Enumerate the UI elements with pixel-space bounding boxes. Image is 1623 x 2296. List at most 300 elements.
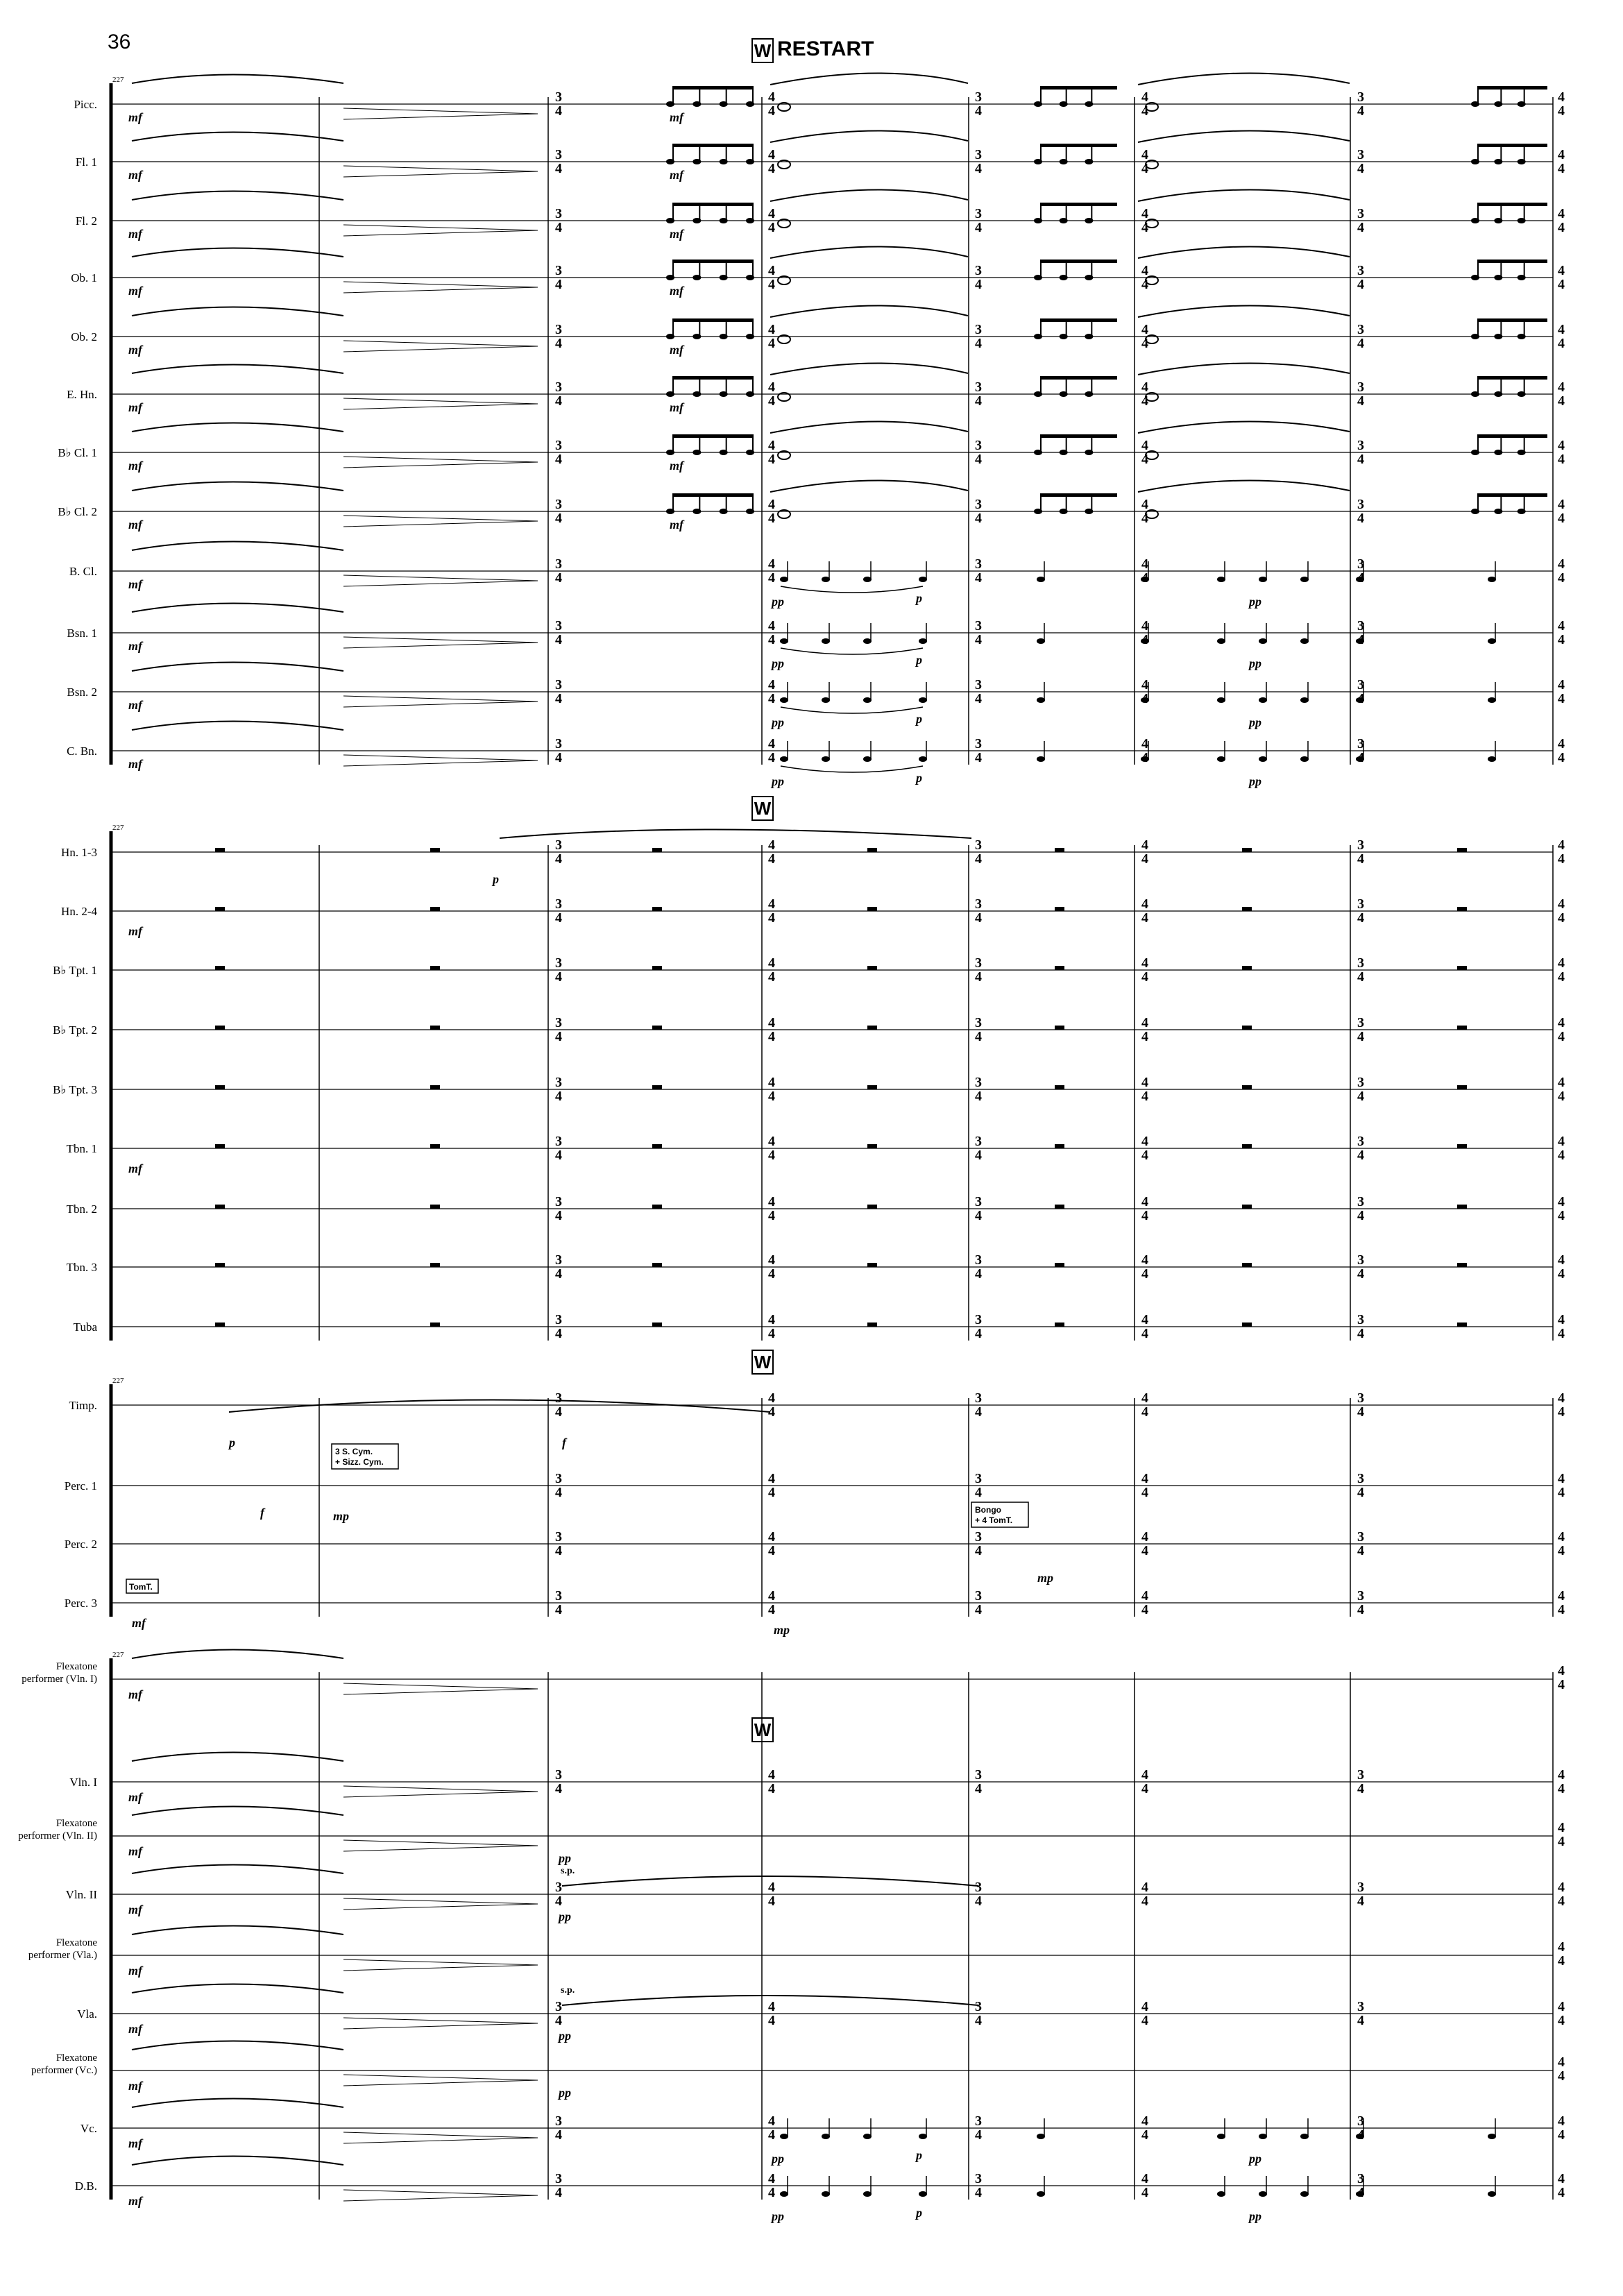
beam	[1478, 376, 1547, 380]
sul-ponticello-mark: s.p.	[561, 1866, 575, 1876]
dynamic-mf: mf	[670, 518, 683, 532]
note-head	[1034, 391, 1042, 397]
note-head	[1060, 509, 1068, 514]
dynamic-pp: pp	[1249, 774, 1261, 788]
time-signature-num: 4	[1558, 955, 1565, 971]
time-signature-num: 4	[1558, 2055, 1565, 2070]
time-signature-num: 4	[1141, 1194, 1148, 1209]
time-signature-den: 4	[1141, 2013, 1148, 2028]
rest	[215, 1085, 225, 1089]
note-head	[666, 509, 674, 514]
note-head	[1356, 577, 1364, 582]
tie	[1138, 480, 1350, 492]
time-signature-num: 3	[975, 2114, 982, 2129]
note-head	[1085, 101, 1093, 107]
time-signature-num: 4	[1558, 1252, 1565, 1268]
time-signature-num: 4	[1558, 1391, 1565, 1406]
beam	[1478, 493, 1547, 497]
dynamic-mf: mf	[128, 227, 142, 241]
note-head	[666, 159, 674, 164]
time-signature-den: 4	[1357, 1404, 1364, 1420]
time-signature-den: 4	[768, 161, 775, 176]
time-signature-den: 4	[768, 1266, 775, 1282]
time-signature-den: 4	[555, 1326, 562, 1341]
rest	[867, 1323, 877, 1327]
note-head	[1488, 697, 1496, 703]
time-signature-num: 3	[1357, 1999, 1364, 2014]
rehearsal-mark: W	[754, 798, 772, 819]
rest	[1457, 1263, 1467, 1267]
time-signature-den: 4	[1357, 161, 1364, 176]
time-signature-den: 4	[1141, 1029, 1148, 1044]
time-signature-den: 4	[975, 336, 982, 351]
time-signature-num: 3	[1357, 1312, 1364, 1327]
time-signature-den: 4	[555, 336, 562, 351]
dynamic-mp: mp	[333, 1509, 350, 1523]
tie	[132, 248, 343, 257]
time-signature-den: 4	[555, 1089, 562, 1104]
note-head	[1356, 2191, 1364, 2197]
dynamic-mp: mp	[1037, 1571, 1054, 1585]
instrument-label: Tbn. 2	[66, 1202, 97, 1216]
time-signature-den: 4	[768, 2185, 775, 2200]
time-signature-den: 4	[1141, 1781, 1148, 1796]
instrument-label: performer (Vla.)	[28, 1950, 97, 1961]
time-signature-num: 4	[1141, 1134, 1148, 1149]
time-signature-num: 3	[975, 677, 982, 692]
time-signature-num: 4	[1141, 1471, 1148, 1486]
time-signature-num: 3	[555, 1015, 562, 1030]
time-signature-num: 3	[1357, 1880, 1364, 1895]
time-signature-num: 4	[1558, 1767, 1565, 1783]
dynamic-mf: mf	[132, 1616, 146, 1630]
time-signature-den: 4	[555, 969, 562, 985]
note-head	[1518, 159, 1526, 164]
time-signature-den: 4	[1141, 910, 1148, 926]
time-signature-den: 4	[1558, 1266, 1565, 1282]
instrument-label: Vln. I	[69, 1776, 97, 1789]
note-head	[1518, 450, 1526, 455]
note-head	[1471, 101, 1479, 107]
time-signature-num: 3	[975, 438, 982, 453]
time-signature-den: 4	[1141, 1326, 1148, 1341]
time-signature-den: 4	[768, 2127, 775, 2143]
rest	[652, 1263, 662, 1267]
note-head	[1356, 697, 1364, 703]
note-head	[1217, 577, 1225, 582]
rest	[215, 907, 225, 911]
time-signature-num: 4	[1558, 1471, 1565, 1486]
time-signature-num: 4	[1141, 1075, 1148, 1090]
time-signature-num: 4	[768, 1252, 775, 1268]
time-signature-num: 3	[555, 1999, 562, 2014]
time-signature-num: 3	[975, 1529, 982, 1545]
rest	[652, 1323, 662, 1327]
time-signature-num: 4	[1141, 90, 1148, 105]
beam	[1041, 318, 1117, 322]
time-signature-num: 4	[1558, 618, 1565, 633]
instrument-label: Vla.	[77, 2007, 97, 2021]
time-signature-num: 3	[555, 837, 562, 853]
time-signature-den: 4	[768, 1485, 775, 1500]
time-signature-num: 3	[555, 90, 562, 105]
note-head	[1471, 334, 1479, 339]
time-signature-den: 4	[768, 2013, 775, 2028]
time-signature-num: 4	[768, 380, 775, 395]
time-signature-den: 4	[1558, 1485, 1565, 1500]
dynamic-mf: mf	[128, 459, 142, 473]
time-signature-den: 4	[1558, 1089, 1565, 1104]
time-signature-num: 4	[1141, 322, 1148, 337]
time-signature-den: 4	[975, 1266, 982, 1282]
beam	[1041, 203, 1117, 206]
time-signature-num: 3	[555, 1075, 562, 1090]
hairpin	[343, 398, 538, 409]
hairpin	[343, 2190, 538, 2201]
tie	[1138, 246, 1350, 258]
instrument-label: Fl. 2	[75, 214, 97, 228]
hairpin	[343, 637, 538, 648]
rest	[652, 907, 662, 911]
tie	[770, 189, 968, 201]
note-head	[1037, 697, 1045, 703]
beam	[673, 260, 753, 263]
dynamic-p: p	[916, 771, 922, 785]
time-signature-den: 4	[1141, 2185, 1148, 2200]
time-signature-num: 4	[1558, 322, 1565, 337]
note-head	[1471, 450, 1479, 455]
time-signature-den: 4	[555, 1148, 562, 1163]
time-signature-den: 4	[1357, 220, 1364, 235]
time-signature-den: 4	[1357, 910, 1364, 926]
time-signature-num: 4	[1558, 206, 1565, 221]
time-signature-den: 4	[1141, 393, 1148, 409]
time-signature-den: 4	[1357, 969, 1364, 985]
time-signature-num: 3	[1357, 1075, 1364, 1090]
note-head	[720, 391, 728, 397]
time-signature-den: 4	[975, 1485, 982, 1500]
instrument-label: Bsn. 1	[67, 627, 97, 640]
rest	[1055, 1026, 1064, 1030]
time-signature-num: 3	[975, 1391, 982, 1406]
note-head	[692, 275, 701, 280]
note-head	[1471, 218, 1479, 223]
dynamic-mf: mf	[128, 168, 142, 182]
time-signature-den: 4	[1558, 161, 1565, 176]
time-signature-num: 4	[1558, 1880, 1565, 1895]
note-head	[692, 391, 701, 397]
note-head	[1494, 159, 1502, 164]
time-signature-num: 3	[555, 677, 562, 692]
time-signature-den: 4	[1357, 393, 1364, 409]
rest	[215, 848, 225, 852]
time-signature-num: 4	[1141, 677, 1148, 692]
rest	[652, 1144, 662, 1148]
time-signature-num: 4	[768, 677, 775, 692]
beam	[673, 376, 753, 380]
time-signature-num: 4	[1558, 497, 1565, 512]
note-head	[919, 756, 927, 762]
note-head	[1356, 2134, 1364, 2139]
note-head	[780, 2191, 788, 2197]
time-signature-num: 4	[1141, 147, 1148, 162]
hairpin	[343, 516, 538, 527]
time-signature-num: 4	[768, 2171, 775, 2186]
time-signature-den: 4	[1558, 1834, 1565, 1849]
time-signature-den: 4	[555, 851, 562, 867]
hairpin	[343, 696, 538, 707]
instrument-label: E. Hn.	[67, 388, 97, 401]
score-systems	[18, 39, 1565, 2223]
time-signature-den: 4	[1558, 1677, 1565, 1692]
measure-number: 227	[112, 1651, 124, 1659]
beam	[1478, 86, 1547, 90]
rest	[430, 848, 440, 852]
time-signature-den: 4	[975, 277, 982, 292]
rest	[867, 1144, 877, 1148]
time-signature-den: 4	[975, 1543, 982, 1558]
tie	[132, 1753, 343, 1762]
note-head	[822, 756, 830, 762]
rest	[1457, 1205, 1467, 1209]
measure-number: 227	[112, 824, 124, 832]
time-signature-den: 4	[768, 851, 775, 867]
time-signature-den: 4	[768, 1208, 775, 1223]
note-head	[1085, 450, 1093, 455]
note-head	[1217, 638, 1225, 644]
time-signature-num: 3	[1357, 1767, 1364, 1783]
dynamic-mf: mf	[128, 1844, 142, 1858]
dynamic-mf: mf	[128, 757, 142, 771]
slur	[781, 766, 923, 772]
dynamic-mf: mf	[128, 2136, 142, 2150]
note-head	[1488, 756, 1496, 762]
time-signature-den: 4	[975, 910, 982, 926]
note-head	[746, 101, 754, 107]
note-head	[919, 577, 927, 582]
tie	[1138, 130, 1350, 142]
time-signature-num: 3	[555, 147, 562, 162]
tie	[770, 130, 968, 142]
instrument-label: Tbn. 3	[66, 1261, 97, 1274]
note-head	[1300, 2134, 1309, 2139]
note-head	[1488, 2134, 1496, 2139]
time-signature-den: 4	[1558, 750, 1565, 765]
beam	[673, 493, 753, 497]
rest	[652, 1026, 662, 1030]
time-signature-den: 4	[1141, 161, 1148, 176]
beam	[1041, 434, 1117, 438]
note-head	[1494, 101, 1502, 107]
rest	[1242, 1263, 1252, 1267]
rest	[1457, 1144, 1467, 1148]
note-head	[1037, 577, 1045, 582]
note-head	[1300, 2191, 1309, 2197]
time-signature-num: 4	[1558, 147, 1565, 162]
instrument-label: performer (Vln. I)	[22, 1674, 97, 1685]
rest	[215, 1263, 225, 1267]
time-signature-num: 4	[1558, 896, 1565, 912]
dynamic-p: p	[916, 591, 922, 605]
rest	[430, 1205, 440, 1209]
note-head	[720, 509, 728, 514]
rest	[867, 966, 877, 970]
rest	[867, 907, 877, 911]
note-head	[666, 334, 674, 339]
tie	[1138, 363, 1350, 375]
time-signature-den: 4	[1141, 511, 1148, 526]
time-signature-den: 4	[975, 691, 982, 706]
time-signature-den: 4	[975, 2185, 982, 2200]
rest	[430, 1085, 440, 1089]
note-head	[863, 638, 872, 644]
note-head	[1494, 334, 1502, 339]
time-signature-num: 4	[1558, 736, 1565, 751]
time-signature-num: 4	[1141, 556, 1148, 572]
time-signature-den: 4	[555, 910, 562, 926]
rest	[1055, 1144, 1064, 1148]
note-head	[692, 334, 701, 339]
tie	[770, 73, 968, 85]
time-signature-num: 3	[555, 1134, 562, 1149]
time-signature-num: 3	[975, 90, 982, 105]
instrument-label: B♭ Cl. 1	[58, 446, 97, 459]
rest	[867, 1263, 877, 1267]
time-signature-den: 4	[768, 220, 775, 235]
time-signature-den: 4	[1141, 969, 1148, 985]
time-signature-den: 4	[1141, 1894, 1148, 1909]
perc3-instrument-label: TomT.	[129, 1582, 153, 1592]
instrument-label: Hn. 2-4	[61, 905, 97, 918]
dynamic-pp: pp	[772, 656, 784, 670]
time-signature-den: 4	[1357, 1208, 1364, 1223]
note-head	[919, 697, 927, 703]
time-signature-den: 4	[1558, 570, 1565, 586]
beam	[1478, 434, 1547, 438]
time-signature-num: 3	[975, 896, 982, 912]
rest	[1242, 966, 1252, 970]
time-signature-num: 4	[1558, 556, 1565, 572]
rest	[215, 1026, 225, 1030]
slur	[781, 707, 923, 713]
time-signature-den: 4	[555, 691, 562, 706]
instrument-label: Flexatone	[56, 1937, 97, 1948]
time-signature-num: 4	[1558, 1015, 1565, 1030]
note-head	[919, 638, 927, 644]
note-head	[1518, 218, 1526, 223]
note-head	[1471, 391, 1479, 397]
note-head	[1034, 450, 1042, 455]
time-signature-den: 4	[975, 570, 982, 586]
time-signature-num: 3	[555, 497, 562, 512]
dynamic-mf: mf	[128, 2079, 142, 2093]
time-signature-den: 4	[1558, 511, 1565, 526]
time-signature-num: 4	[768, 2114, 775, 2129]
rehearsal-mark: W	[754, 1352, 772, 1372]
time-signature-den: 4	[1357, 511, 1364, 526]
time-signature-num: 4	[1141, 380, 1148, 395]
hairpin	[343, 2132, 538, 2143]
rest	[1457, 966, 1467, 970]
instrument-label: Tbn. 1	[66, 1142, 97, 1155]
note-head	[822, 638, 830, 644]
note-head	[780, 577, 788, 582]
time-signature-den: 4	[975, 511, 982, 526]
time-signature-den: 4	[555, 1208, 562, 1223]
hairpin	[343, 1786, 538, 1797]
instrument-label: Ob. 1	[71, 271, 97, 284]
note-head	[1034, 218, 1042, 223]
time-signature-num: 4	[768, 1471, 775, 1486]
time-signature-den: 4	[555, 1781, 562, 1796]
time-signature-den: 4	[975, 1029, 982, 1044]
time-signature-num: 4	[1558, 1588, 1565, 1604]
dynamic-pp: pp	[1249, 595, 1261, 609]
note-head	[1034, 159, 1042, 164]
instrument-label: Vc.	[80, 2122, 97, 2135]
hairpin	[343, 1683, 538, 1694]
rest	[1457, 1085, 1467, 1089]
time-signature-den: 4	[975, 969, 982, 985]
time-signature-den: 4	[1558, 336, 1565, 351]
time-signature-den: 4	[1141, 2127, 1148, 2143]
time-signature-den: 4	[1357, 1148, 1364, 1163]
time-signature-den: 4	[768, 393, 775, 409]
beam	[1478, 144, 1547, 147]
tie	[132, 663, 343, 672]
note-head	[1060, 391, 1068, 397]
note-head	[1085, 391, 1093, 397]
dynamic-mp: mp	[774, 1623, 790, 1637]
time-signature-den: 4	[1357, 2013, 1364, 2028]
time-signature-num: 3	[1357, 1015, 1364, 1030]
time-signature-num: 4	[1558, 677, 1565, 692]
time-signature-num: 4	[768, 322, 775, 337]
time-signature-num: 4	[768, 263, 775, 278]
time-signature-den: 4	[1558, 2127, 1565, 2143]
note-head	[1141, 756, 1149, 762]
time-signature-den: 4	[1558, 2013, 1565, 2028]
time-signature-num: 3	[975, 322, 982, 337]
time-signature-den: 4	[555, 1543, 562, 1558]
instrument-label: B. Cl.	[69, 565, 97, 578]
dynamic-p: p	[493, 872, 499, 886]
dynamic-mf: mf	[128, 1162, 142, 1175]
tie	[1138, 421, 1350, 433]
time-signature-den: 4	[1357, 1894, 1364, 1909]
note-head	[746, 509, 754, 514]
time-signature-num: 3	[555, 1767, 562, 1783]
note-head	[1085, 509, 1093, 514]
time-signature-den: 4	[1357, 1485, 1364, 1500]
time-signature-den: 4	[1141, 1485, 1148, 1500]
time-signature-num: 3	[975, 1588, 982, 1604]
note-head	[863, 2134, 872, 2139]
time-signature-num: 3	[555, 556, 562, 572]
time-signature-den: 4	[768, 1543, 775, 1558]
rest	[430, 1263, 440, 1267]
dynamic-p: p	[916, 2206, 922, 2220]
note-head	[1518, 391, 1526, 397]
dynamic-pp: pp	[772, 2209, 784, 2223]
time-signature-den: 4	[768, 910, 775, 926]
time-signature-num: 3	[555, 1588, 562, 1604]
dynamic-p: p	[916, 712, 922, 726]
time-signature-num: 3	[1357, 263, 1364, 278]
note-head	[746, 334, 754, 339]
instrument-label: B♭ Tpt. 1	[53, 964, 97, 977]
dynamic-mf: mf	[128, 2022, 142, 2036]
